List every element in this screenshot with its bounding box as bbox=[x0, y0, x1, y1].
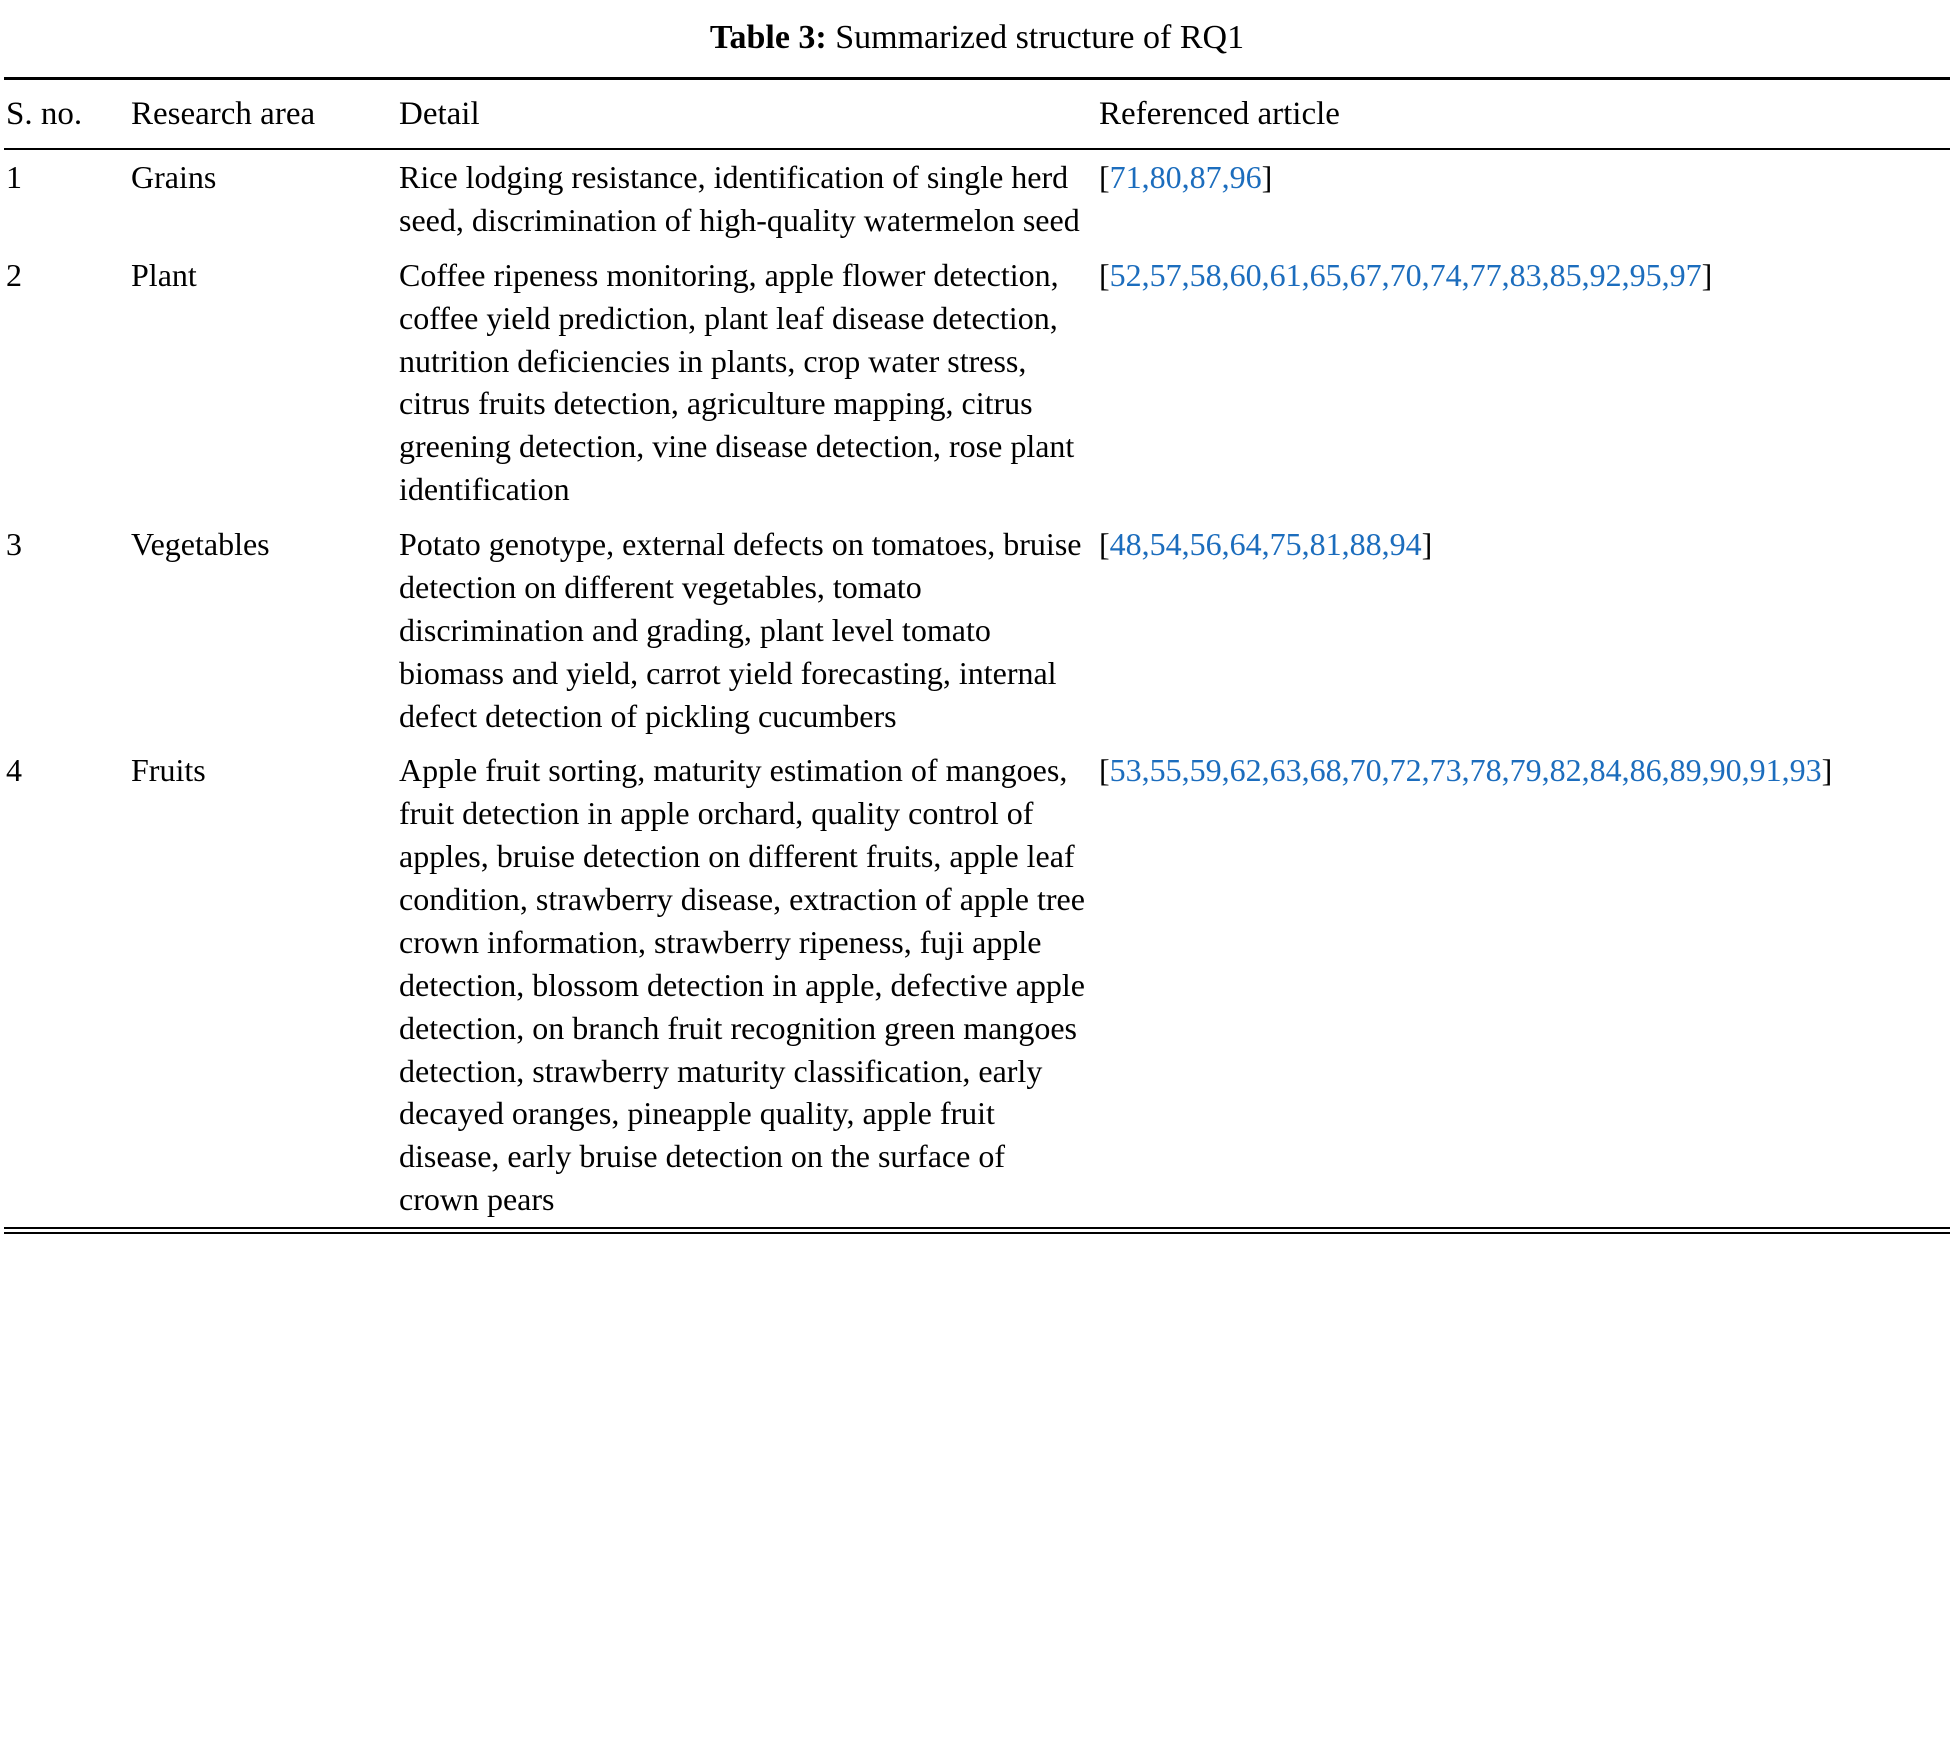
table-caption bbox=[4, 18, 1950, 59]
citation-separator: , bbox=[1141, 752, 1150, 789]
header-detail: Detail bbox=[397, 78, 1097, 149]
citation-group: [48,54,56,64,75,81,88,94] bbox=[1099, 526, 1433, 563]
citation-link[interactable]: 88 bbox=[1349, 526, 1382, 563]
citation-link[interactable]: 74 bbox=[1429, 256, 1462, 293]
citation-link[interactable]: 70 bbox=[1389, 256, 1422, 293]
citation-group: [53,55,59,62,63,68,70,72,73,78,79,82,84,86,89,90,91,93] bbox=[1099, 752, 1833, 789]
citation-separator: , bbox=[1341, 526, 1350, 563]
citation-separator: , bbox=[1301, 526, 1310, 563]
citation-separator: , bbox=[1141, 159, 1150, 196]
cell-references bbox=[1097, 149, 1950, 248]
citation-separator: , bbox=[1661, 752, 1670, 789]
citation-separator: , bbox=[1381, 256, 1390, 293]
citation-link[interactable]: 87 bbox=[1189, 159, 1222, 196]
citation-separator: , bbox=[1221, 526, 1230, 563]
citation-link[interactable]: 60 bbox=[1229, 256, 1262, 293]
citation-separator: , bbox=[1581, 752, 1590, 789]
citation-link[interactable]: 72 bbox=[1389, 752, 1422, 789]
citation-link[interactable]: 70 bbox=[1349, 752, 1382, 789]
citation-link[interactable]: 61 bbox=[1269, 256, 1302, 293]
cell-research-area: Fruits bbox=[131, 752, 206, 789]
header-referenced-article: Referenced article bbox=[1097, 78, 1950, 149]
citation-link[interactable]: 53 bbox=[1109, 752, 1142, 789]
citation-link[interactable]: 65 bbox=[1309, 256, 1342, 293]
cell-detail: Potato genotype, external defects on tomatoes, bruise detection on different vegetables, tomato discrimination and grading, plant level tomato biomass and yield, carrot yield forecasting, internal defect detection of pickling cucumbers bbox=[399, 526, 1082, 734]
cell-research-area: Vegetables bbox=[131, 526, 270, 563]
cell-research-area: Plant bbox=[131, 256, 197, 293]
cell-detail: Coffee ripeness monitoring, apple flower detection, coffee yield prediction, plant leaf disease detection, nutrition deficiencies in plants, crop water stress, citrus fruits detection, agriculture mapping, citrus greening detection, vine disease detection, rose plant identification bbox=[399, 256, 1075, 508]
cell-detail: Apple fruit sorting, maturity estimation of mangoes, fruit detection in apple orchard, quality control of apples, bruise detection on different fruits, apple leaf condition, strawberry disease, extraction of apple tree crown information, strawberry ripeness, fuji apple detection, blossom detection in apple, defective apple detection, on branch fruit recognition green mangoes detection, strawberry maturity classification, early decayed oranges, pineapple quality, apple fruit disease, early bruise detection on the surface of crown pears bbox=[399, 752, 1085, 1218]
citation-link[interactable]: 84 bbox=[1589, 752, 1622, 789]
citation-link[interactable]: 48 bbox=[1109, 526, 1142, 563]
citation-link[interactable]: 93 bbox=[1789, 752, 1822, 789]
citation-link[interactable]: 55 bbox=[1149, 752, 1182, 789]
citation-link[interactable]: 94 bbox=[1389, 526, 1422, 563]
citation-link[interactable]: 52 bbox=[1109, 256, 1142, 293]
citation-link[interactable]: 89 bbox=[1669, 752, 1702, 789]
citation-link[interactable]: 75 bbox=[1269, 526, 1302, 563]
citation-separator: , bbox=[1541, 256, 1550, 293]
cell-sno: 3 bbox=[6, 526, 22, 563]
citation-separator: , bbox=[1181, 159, 1190, 196]
cell-sno: 1 bbox=[6, 159, 22, 196]
citation-link[interactable]: 56 bbox=[1189, 526, 1222, 563]
citation-separator: , bbox=[1301, 752, 1310, 789]
citation-separator: , bbox=[1221, 159, 1230, 196]
citation-link[interactable]: 79 bbox=[1509, 752, 1542, 789]
citation-link[interactable]: 95 bbox=[1629, 256, 1662, 293]
citation-separator: , bbox=[1421, 256, 1430, 293]
citation-separator: , bbox=[1461, 256, 1470, 293]
table-body bbox=[4, 149, 1950, 1231]
table-row bbox=[4, 517, 1950, 743]
table-caption-label: Table 3: bbox=[709, 19, 827, 56]
citation-separator: , bbox=[1141, 256, 1150, 293]
citation-link[interactable]: 80 bbox=[1149, 159, 1182, 196]
rq1-summary-table bbox=[4, 77, 1950, 1234]
citation-link[interactable]: 68 bbox=[1309, 752, 1342, 789]
table-header bbox=[4, 78, 1950, 149]
cell-sno: 4 bbox=[6, 752, 22, 789]
citation-separator: , bbox=[1781, 752, 1790, 789]
cell-research-area: Grains bbox=[131, 159, 217, 196]
citation-link[interactable]: 67 bbox=[1349, 256, 1382, 293]
citation-link[interactable]: 91 bbox=[1749, 752, 1782, 789]
citation-separator: , bbox=[1141, 526, 1150, 563]
citation-separator: , bbox=[1421, 752, 1430, 789]
table-caption-text: Summarized structure of RQ1 bbox=[835, 19, 1245, 56]
table-row bbox=[4, 149, 1950, 248]
citation-link[interactable]: 77 bbox=[1469, 256, 1502, 293]
citation-link[interactable]: 62 bbox=[1229, 752, 1262, 789]
citation-separator: , bbox=[1621, 256, 1630, 293]
citation-separator: , bbox=[1581, 256, 1590, 293]
citation-separator: , bbox=[1501, 256, 1510, 293]
citation-separator: , bbox=[1221, 752, 1230, 789]
citation-link[interactable]: 59 bbox=[1189, 752, 1222, 789]
citation-separator: , bbox=[1341, 752, 1350, 789]
header-sno: S. no. bbox=[4, 78, 129, 149]
citation-link[interactable]: 90 bbox=[1709, 752, 1742, 789]
citation-link[interactable]: 86 bbox=[1629, 752, 1662, 789]
citation-separator: , bbox=[1181, 526, 1190, 563]
cell-references bbox=[1097, 517, 1950, 743]
citation-separator: , bbox=[1261, 526, 1270, 563]
citation-separator: , bbox=[1381, 752, 1390, 789]
cell-detail: Rice lodging resistance, identification of single herd seed, discrimination of high-quality watermelon seed bbox=[399, 159, 1080, 238]
citation-separator: , bbox=[1741, 752, 1750, 789]
citation-separator: , bbox=[1181, 752, 1190, 789]
citation-separator: , bbox=[1341, 256, 1350, 293]
citation-separator: , bbox=[1181, 256, 1190, 293]
citation-separator: , bbox=[1381, 526, 1390, 563]
cell-sno: 2 bbox=[6, 256, 22, 293]
citation-link[interactable]: 82 bbox=[1549, 752, 1582, 789]
citation-link[interactable]: 63 bbox=[1269, 752, 1302, 789]
citation-separator: , bbox=[1261, 752, 1270, 789]
citation-link[interactable]: 57 bbox=[1149, 256, 1182, 293]
citation-group: [71,80,87,96] bbox=[1099, 159, 1273, 196]
citation-link[interactable]: 73 bbox=[1429, 752, 1462, 789]
citation-link[interactable]: 97 bbox=[1669, 256, 1702, 293]
citation-link[interactable]: 83 bbox=[1509, 256, 1542, 293]
citation-link[interactable]: 64 bbox=[1229, 526, 1262, 563]
citation-separator: , bbox=[1701, 752, 1710, 789]
citation-link[interactable]: 81 bbox=[1309, 526, 1342, 563]
citation-separator: , bbox=[1541, 752, 1550, 789]
table-row bbox=[4, 743, 1950, 1230]
citation-link[interactable]: 85 bbox=[1549, 256, 1582, 293]
citation-separator: , bbox=[1221, 256, 1230, 293]
citation-link[interactable]: 58 bbox=[1189, 256, 1222, 293]
cell-references bbox=[1097, 248, 1950, 517]
citation-separator: , bbox=[1261, 256, 1270, 293]
citation-group: [52,57,58,60,61,65,67,70,74,77,83,85,92,95,97] bbox=[1099, 256, 1713, 293]
citation-link[interactable]: 92 bbox=[1589, 256, 1622, 293]
citation-separator: , bbox=[1501, 752, 1510, 789]
citation-link[interactable]: 96 bbox=[1229, 159, 1262, 196]
header-row bbox=[4, 78, 1950, 149]
citation-link[interactable]: 54 bbox=[1149, 526, 1182, 563]
citation-link[interactable]: 78 bbox=[1469, 752, 1502, 789]
citation-separator: , bbox=[1461, 752, 1470, 789]
citation-separator: , bbox=[1661, 256, 1670, 293]
citation-link[interactable]: 71 bbox=[1109, 159, 1142, 196]
citation-separator: , bbox=[1621, 752, 1630, 789]
header-research-area: Research area bbox=[129, 78, 397, 149]
table-row bbox=[4, 248, 1950, 517]
cell-references bbox=[1097, 743, 1950, 1230]
citation-separator: , bbox=[1301, 256, 1310, 293]
